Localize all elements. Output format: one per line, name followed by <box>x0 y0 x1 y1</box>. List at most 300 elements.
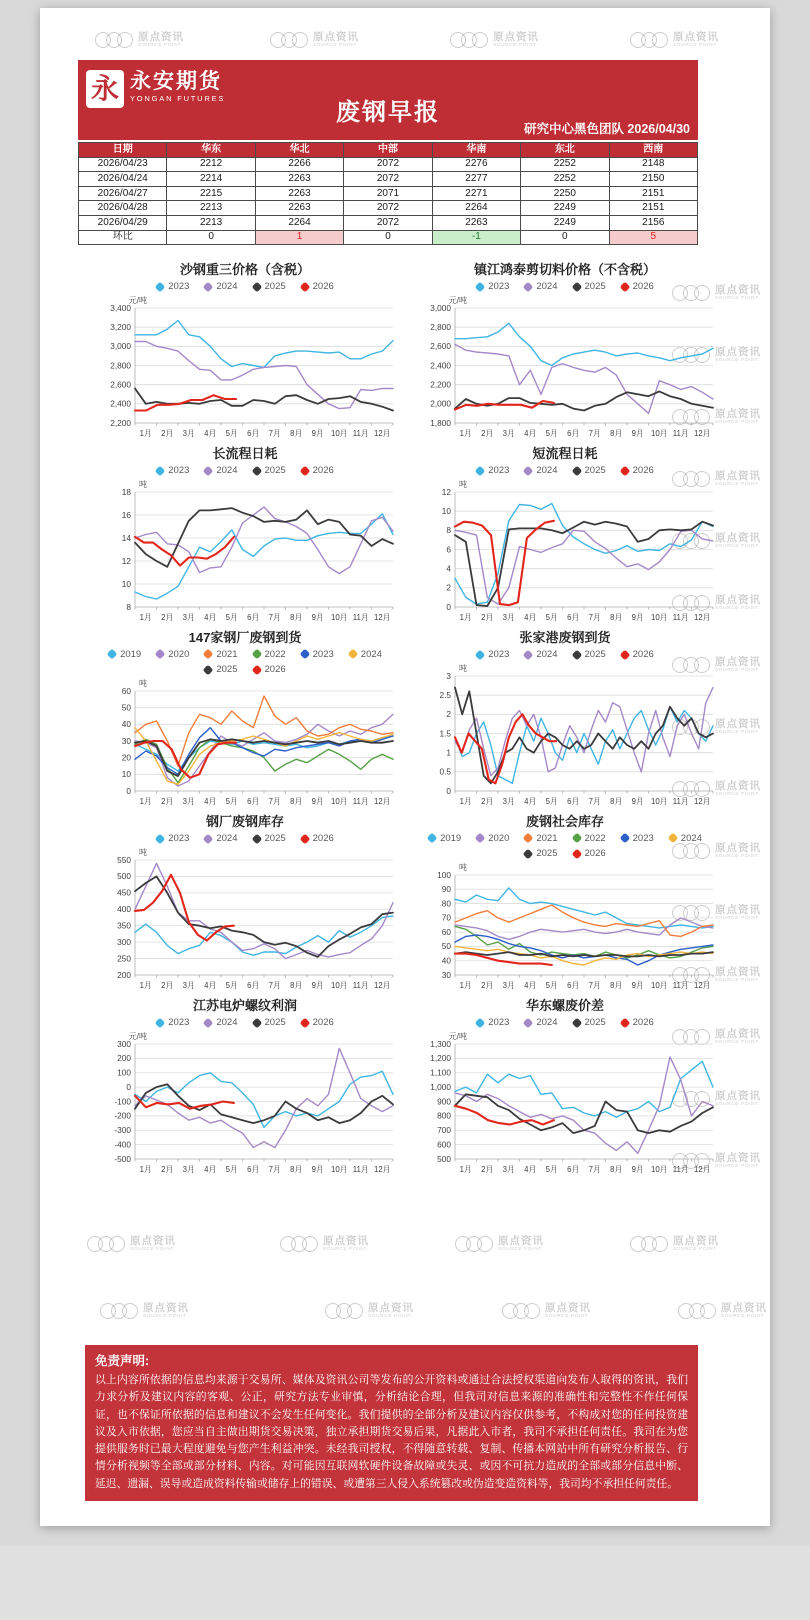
legend-item <box>301 833 334 844</box>
x-tick-label: 3月 <box>182 981 195 991</box>
chart-title: 废钢社会库存 <box>525 814 604 830</box>
price-cell: 2071 <box>344 186 432 201</box>
legend-item <box>621 465 654 476</box>
price-cell: 2263 <box>432 215 520 230</box>
change-cell: 5 <box>609 230 697 245</box>
x-tick-label: 10月 <box>331 429 348 439</box>
x-tick-label: 5月 <box>545 797 558 807</box>
background-strip <box>0 1546 810 1620</box>
series-line-2024 <box>135 863 393 958</box>
legend-marker-icon <box>299 281 310 292</box>
legend-label: 2026 <box>312 281 334 293</box>
y-tick-label: 1,800 <box>430 417 451 428</box>
watermark-text <box>323 1236 369 1252</box>
legend-label: 2023 <box>488 1017 510 1029</box>
chart <box>405 445 725 629</box>
watermark-circle-icon <box>292 32 308 48</box>
series-line-2024 <box>455 1057 713 1153</box>
x-tick-label: 4月 <box>524 613 537 623</box>
y-tick-label: 2 <box>446 582 451 593</box>
x-tick-label: 8月 <box>290 1165 303 1175</box>
watermark-circle-icon <box>502 1303 518 1319</box>
chart-canvas <box>409 861 721 992</box>
x-tick-label: 12月 <box>374 797 391 807</box>
watermark-text-en: SOURCE POINT <box>715 977 759 983</box>
y-tick-label: 2,800 <box>110 360 131 371</box>
legend-label: 2021 <box>536 832 558 844</box>
change-cell: 1 <box>255 230 343 245</box>
legend-item <box>621 1017 654 1028</box>
x-tick-label: 11月 <box>352 797 369 807</box>
x-tick-label: 11月 <box>352 1165 369 1175</box>
watermark-text-cn: 原点资讯 <box>715 904 761 916</box>
x-tick-label: 7月 <box>268 797 281 807</box>
x-tick-label: 12月 <box>694 797 711 807</box>
legend-item <box>573 848 606 859</box>
legend-marker-icon <box>523 649 534 660</box>
y-tick-label: 50 <box>121 702 131 713</box>
legend-item <box>573 465 606 476</box>
y-tick-label: 1.5 <box>439 728 451 739</box>
x-tick-label: 12月 <box>374 1165 391 1175</box>
y-axis-unit: 吨 <box>139 480 147 490</box>
y-tick-label: 200 <box>117 969 131 980</box>
y-tick-label: 2,600 <box>110 379 131 390</box>
watermark-circle-icon <box>281 32 297 48</box>
legend-label: 2025 <box>264 465 286 477</box>
x-tick-label: 11月 <box>672 797 689 807</box>
chart <box>405 813 725 997</box>
x-tick-label: 8月 <box>610 429 623 439</box>
y-tick-label: 1 <box>446 747 451 758</box>
legend-marker-icon <box>299 833 310 844</box>
price-table <box>78 142 698 245</box>
legend-item <box>428 833 461 844</box>
x-tick-label: 11月 <box>672 981 689 991</box>
watermark-circle-icon <box>630 32 646 48</box>
price-cell: 2072 <box>344 215 432 230</box>
chart-legend <box>415 647 715 662</box>
watermark-circle-icon <box>106 32 122 48</box>
table-header-row <box>79 143 698 158</box>
watermark-text-cn: 原点资讯 <box>715 1152 761 1164</box>
legend-marker-icon <box>251 665 262 676</box>
legend-item <box>621 281 654 292</box>
x-tick-label: 11月 <box>672 1165 689 1175</box>
legend-label: 2023 <box>632 832 654 844</box>
price-cell: 2263 <box>255 172 343 187</box>
chart-canvas <box>409 662 721 808</box>
price-cell: 2148 <box>609 157 697 172</box>
x-tick-label: 4月 <box>204 1165 217 1175</box>
x-tick-label: 10月 <box>651 1165 668 1175</box>
watermark-text-cn: 原点资讯 <box>493 31 539 43</box>
watermark-text <box>673 32 719 48</box>
watermark-text-cn: 原点资讯 <box>715 532 761 544</box>
legend-label: 2023 <box>168 281 190 293</box>
watermark-text <box>673 1236 719 1252</box>
y-tick-label: 2,800 <box>430 322 451 333</box>
watermark-text <box>493 32 539 48</box>
y-tick-label: 3,200 <box>110 322 131 333</box>
y-tick-label: 1,100 <box>430 1067 451 1078</box>
y-tick-label: 400 <box>117 904 131 915</box>
x-tick-label: 6月 <box>567 797 580 807</box>
watermark-text-cn: 原点资讯 <box>130 1235 176 1247</box>
y-tick-label: 250 <box>117 953 131 964</box>
x-tick-label: 7月 <box>588 1165 601 1175</box>
y-tick-label: 60 <box>121 685 131 696</box>
x-tick-label: 1月 <box>139 613 152 623</box>
legend-label: 2023 <box>168 833 190 845</box>
series-line-2023 <box>455 1061 713 1117</box>
legend-item <box>476 281 509 292</box>
watermark-text-en: SOURCE POINT <box>715 729 759 735</box>
legend-label: 2024 <box>680 832 702 844</box>
x-tick-label: 6月 <box>247 613 260 623</box>
watermark-circle-icon <box>280 1236 296 1252</box>
legend-item <box>524 649 557 660</box>
x-tick-label: 7月 <box>268 429 281 439</box>
x-tick-label: 7月 <box>588 981 601 991</box>
column-header: 华北 <box>255 143 343 158</box>
column-header: 中部 <box>344 143 432 158</box>
watermark-text-en: SOURCE POINT <box>715 419 759 425</box>
watermark-text-en: SOURCE POINT <box>368 1313 412 1319</box>
watermark-text-cn: 原点资讯 <box>673 1235 719 1247</box>
watermark-text-cn: 原点资讯 <box>715 1028 761 1040</box>
legend-marker-icon <box>523 281 534 292</box>
legend-label: 2022 <box>584 832 606 844</box>
legend-marker-icon <box>299 465 310 476</box>
legend-marker-icon <box>155 465 166 476</box>
legend-label: 2024 <box>536 1017 558 1029</box>
price-cell: 2264 <box>432 201 520 216</box>
watermark-text <box>545 1303 591 1319</box>
x-tick-label: 8月 <box>290 613 303 623</box>
x-tick-label: 5月 <box>545 981 558 991</box>
legend-marker-icon <box>571 833 582 844</box>
y-tick-label: 3,000 <box>430 302 451 313</box>
change-cell: 0 <box>344 230 432 245</box>
legend-label: 2025 <box>264 281 286 293</box>
watermark-text-en: SOURCE POINT <box>715 1101 759 1107</box>
y-tick-label: 40 <box>441 955 451 966</box>
chart <box>85 813 405 997</box>
legend-marker-icon <box>475 1017 486 1028</box>
watermark-circle-icon <box>700 1303 716 1319</box>
y-tick-label: 2,200 <box>110 417 131 428</box>
legend-label: 2024 <box>216 281 238 293</box>
watermark-circle-icon <box>117 32 133 48</box>
legend-item <box>204 281 237 292</box>
watermark-circle-icon <box>291 1236 307 1252</box>
x-tick-label: 12月 <box>694 1165 711 1175</box>
watermark <box>270 32 359 48</box>
y-tick-label: 0 <box>126 1082 131 1093</box>
watermark <box>450 32 539 48</box>
watermark-circle-icon <box>270 32 286 48</box>
chart-legend <box>95 647 395 677</box>
change-cell: -1 <box>432 230 520 245</box>
watermark-circle-icon <box>461 32 477 48</box>
y-tick-label: 40 <box>121 719 131 730</box>
change-cell: 0 <box>521 230 609 245</box>
x-tick-label: 2月 <box>161 797 174 807</box>
legend-label: 2025 <box>584 649 606 661</box>
date-cell: 2026/04/28 <box>79 201 167 216</box>
date-cell: 2026/04/29 <box>79 215 167 230</box>
x-tick-label: 11月 <box>352 613 369 623</box>
y-tick-label: 600 <box>437 1139 451 1150</box>
watermark-text <box>130 1236 176 1252</box>
watermark-circle-icon <box>641 1236 657 1252</box>
x-tick-label: 7月 <box>588 797 601 807</box>
column-header: 日期 <box>79 143 167 158</box>
x-tick-label: 8月 <box>610 1165 623 1175</box>
x-tick-label: 6月 <box>247 981 260 991</box>
y-tick-label: 10 <box>121 578 131 589</box>
legend-marker-icon <box>619 281 630 292</box>
price-table-wrap <box>78 142 698 245</box>
legend-item <box>253 664 286 675</box>
watermark-text-en: SOURCE POINT <box>130 1246 174 1252</box>
y-tick-label: 1,200 <box>430 1053 451 1064</box>
disclaimer-box <box>85 1345 698 1501</box>
y-tick-label: -200 <box>114 1110 131 1121</box>
watermark-circle-icon <box>641 32 657 48</box>
watermark-text-cn: 原点资讯 <box>715 284 761 296</box>
legend-marker-icon <box>299 649 310 660</box>
watermark-circle-icon <box>472 32 488 48</box>
chart-canvas <box>409 478 721 624</box>
legend-marker-icon <box>251 465 262 476</box>
x-tick-label: 8月 <box>290 429 303 439</box>
legend-marker-icon <box>571 1017 582 1028</box>
legend-item <box>156 833 189 844</box>
x-tick-label: 5月 <box>545 1165 558 1175</box>
x-tick-label: 11月 <box>672 429 689 439</box>
watermark-text-en: SOURCE POINT <box>715 295 759 301</box>
x-tick-label: 1月 <box>459 1165 472 1175</box>
legend-item <box>573 649 606 660</box>
legend-label: 2024 <box>216 833 238 845</box>
y-tick-label: 50 <box>441 941 451 952</box>
legend-label: 2023 <box>488 465 510 477</box>
x-tick-label: 5月 <box>225 429 238 439</box>
watermark-text-en: SOURCE POINT <box>715 791 759 797</box>
legend-item <box>573 281 606 292</box>
y-tick-label: 30 <box>121 735 131 746</box>
legend-marker-icon <box>155 281 166 292</box>
x-tick-label: 1月 <box>459 613 472 623</box>
x-tick-label: 5月 <box>545 429 558 439</box>
change-cell: 0 <box>167 230 255 245</box>
x-tick-label: 2月 <box>481 1165 494 1175</box>
legend-marker-icon <box>155 833 166 844</box>
chart-title: 钢厂废钢库存 <box>205 814 284 830</box>
price-cell: 2150 <box>609 172 697 187</box>
watermark-text-en: SOURCE POINT <box>715 667 759 673</box>
watermark-circle-icon <box>111 1303 127 1319</box>
x-tick-label: 9月 <box>311 429 324 439</box>
series-line-2024 <box>455 688 713 776</box>
watermark-circle-icon <box>477 1236 493 1252</box>
x-tick-label: 6月 <box>567 613 580 623</box>
x-tick-label: 4月 <box>524 429 537 439</box>
y-tick-label: 200 <box>117 1053 131 1064</box>
watermark-text-cn: 原点资讯 <box>715 966 761 978</box>
chart-title: 张家港废钢到货 <box>519 630 611 646</box>
y-tick-label: 500 <box>117 871 131 882</box>
column-header: 华南 <box>432 143 520 158</box>
legend-marker-icon <box>667 833 678 844</box>
legend-label: 2020 <box>168 648 190 660</box>
price-cell: 2249 <box>521 201 609 216</box>
legend-marker-icon <box>155 1017 166 1028</box>
x-tick-label: 7月 <box>268 981 281 991</box>
legend-label: 2024 <box>216 465 238 477</box>
legend-label: 2025 <box>536 848 558 860</box>
series-line-2024 <box>135 1048 393 1147</box>
x-tick-label: 12月 <box>694 981 711 991</box>
chart <box>85 997 405 1181</box>
watermark-text-cn: 原点资讯 <box>715 718 761 730</box>
x-tick-label: 2月 <box>161 613 174 623</box>
legend-item <box>204 664 237 675</box>
price-cell: 2214 <box>167 172 255 187</box>
legend-item <box>204 465 237 476</box>
y-tick-label: 90 <box>441 884 451 895</box>
watermark-text-cn: 原点资讯 <box>715 656 761 668</box>
watermark-circle-icon <box>302 1236 318 1252</box>
price-cell: 2263 <box>255 201 343 216</box>
watermark <box>502 1303 591 1319</box>
chart <box>405 261 725 445</box>
x-tick-label: 11月 <box>352 981 369 991</box>
legend-marker-icon <box>475 649 486 660</box>
x-tick-label: 1月 <box>459 429 472 439</box>
watermark-text-cn: 原点资讯 <box>715 1090 761 1102</box>
x-tick-label: 6月 <box>567 1165 580 1175</box>
watermark-text-en: SOURCE POINT <box>715 853 759 859</box>
series-line-2023 <box>135 728 393 775</box>
watermark <box>678 1303 767 1319</box>
x-tick-label: 3月 <box>502 981 515 991</box>
watermark-circle-icon <box>678 1303 694 1319</box>
x-tick-label: 2月 <box>161 981 174 991</box>
y-tick-label: 60 <box>441 927 451 938</box>
legend-item <box>573 1017 606 1028</box>
x-tick-label: 6月 <box>567 429 580 439</box>
legend-label: 2026 <box>312 1017 334 1029</box>
x-tick-label: 4月 <box>524 1165 537 1175</box>
chart <box>405 629 725 813</box>
x-tick-label: 6月 <box>247 797 260 807</box>
watermark-text-en: SOURCE POINT <box>493 42 537 48</box>
x-tick-label: 9月 <box>311 981 324 991</box>
series-line-2020 <box>135 714 393 786</box>
watermark-circle-icon <box>689 1303 705 1319</box>
series-line-2023 <box>455 323 713 365</box>
legend-marker-icon <box>475 465 486 476</box>
legend-item <box>156 1017 189 1028</box>
legend-label: 2026 <box>312 833 334 845</box>
legend-label: 2026 <box>264 664 286 676</box>
x-tick-label: 8月 <box>290 981 303 991</box>
x-tick-label: 9月 <box>631 1165 644 1175</box>
watermark-text-cn: 原点资讯 <box>715 408 761 420</box>
chart-title: 沙钢重三价格（含税） <box>179 262 310 278</box>
price-cell: 2072 <box>344 157 432 172</box>
watermark-text-cn: 原点资讯 <box>143 1302 189 1314</box>
watermark <box>325 1303 414 1319</box>
legend-label: 2023 <box>168 1017 190 1029</box>
legend-marker-icon <box>427 833 438 844</box>
legend-label: 2025 <box>584 465 606 477</box>
legend-marker-icon <box>619 465 630 476</box>
y-axis-unit: 元/吨 <box>448 296 467 306</box>
legend-label: 2025 <box>216 664 238 676</box>
watermark-circle-icon <box>100 1303 116 1319</box>
watermark-circle-icon <box>109 1236 125 1252</box>
logo-company-name: 永安期货 <box>130 70 222 93</box>
price-cell: 2151 <box>609 186 697 201</box>
legend-item <box>621 649 654 660</box>
watermark-circle-icon <box>652 32 668 48</box>
watermark-circle-icon <box>513 1303 529 1319</box>
legend-marker-icon <box>347 649 358 660</box>
y-tick-label: 500 <box>437 1153 451 1164</box>
legend-marker-icon <box>203 1017 214 1028</box>
y-tick-label: -500 <box>114 1153 131 1164</box>
y-tick-label: 2,000 <box>430 398 451 409</box>
y-axis-unit: 元/吨 <box>448 1032 467 1042</box>
watermark-text-cn: 原点资讯 <box>715 842 761 854</box>
table-row <box>79 186 698 201</box>
x-tick-label: 1月 <box>139 981 152 991</box>
watermark-circle-icon <box>325 1303 341 1319</box>
legend-label: 2024 <box>360 648 382 660</box>
x-tick-label: 12月 <box>374 613 391 623</box>
x-tick-label: 12月 <box>374 981 391 991</box>
legend-label: 2026 <box>584 848 606 860</box>
chart-canvas <box>409 1030 721 1176</box>
watermark-text <box>721 1303 767 1319</box>
y-axis-unit: 吨 <box>139 679 147 689</box>
watermark-text-en: SOURCE POINT <box>715 915 759 921</box>
legend-item <box>253 1017 286 1028</box>
legend-item <box>204 1017 237 1028</box>
x-tick-label: 9月 <box>631 797 644 807</box>
report-page <box>40 8 770 1526</box>
report-header <box>78 60 698 140</box>
series-line-2024 <box>455 530 713 604</box>
column-header: 西南 <box>609 143 697 158</box>
watermark-text-en: SOURCE POINT <box>721 1313 765 1319</box>
logo-company-name-en: YONGAN FUTURES <box>130 94 226 104</box>
watermark-text <box>498 1236 544 1252</box>
y-tick-label: 700 <box>437 1125 451 1136</box>
watermark-text-cn: 原点资讯 <box>721 1302 767 1314</box>
x-tick-label: 10月 <box>331 613 348 623</box>
watermark-circle-icon <box>336 1303 352 1319</box>
price-cell: 2156 <box>609 215 697 230</box>
x-tick-label: 10月 <box>651 429 668 439</box>
chart-title: 长流程日耗 <box>212 446 278 462</box>
chart-legend <box>95 463 395 478</box>
y-tick-label: 300 <box>117 1038 131 1049</box>
